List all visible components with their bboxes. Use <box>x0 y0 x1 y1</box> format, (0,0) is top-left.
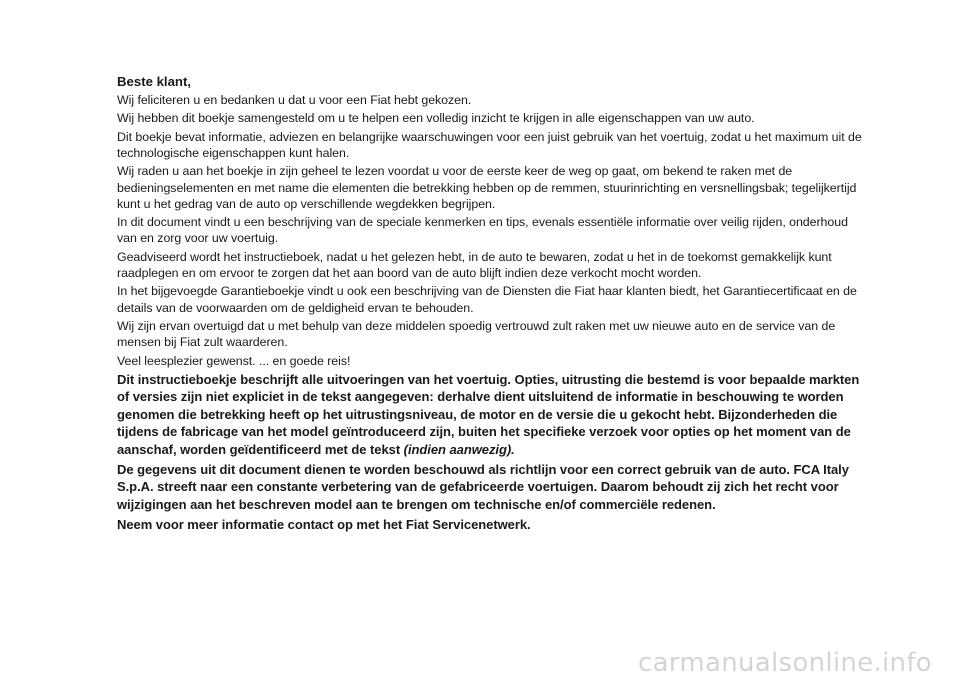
paragraph-purpose: Wij hebben dit boekje samengesteld om u te helpen een volledig inzicht te krijgen in alle eigenschappen van uw auto. <box>117 111 755 126</box>
watermark: carmanualsonline.info <box>637 648 932 678</box>
paragraph-storage-advice: Geadviseerd wordt het instructieboek, nadat u het gelezen hebt, in de auto te bewaren, zodat u het in de toekomst gemakkelijk kunt raadplegen en om ervoor te zorgen dat het aan boord van de auto blijft indien deze verkocht mocht worden. <box>117 249 832 280</box>
notice-versions-text: Dit instructieboekje beschrijft alle uitvoeringen van het voertuig. Opties, uitrusting die bestemd is voor bepaalde markten of versies zijn niet expliciet in de tekst aangegeven: derhalve dient uitsluitend de informatie in beschouwing te worden genomen die betrekking heeft op het uitrustingsniveau, de motor en de versie die u gekocht hebt. Bijzonderheden die tijdens de fabricage van het model geïntroduceerd zijn, buiten het specifieke verzoek voor opties op het moment van de aanschaf, worden geïdentificeerd met de tekst <box>117 371 860 457</box>
notice-data <box>117 461 862 513</box>
notice-contact <box>117 516 862 533</box>
paragraph-reading-advice: Wij raden u aan het boekje in zijn geheel te lezen voordat u voor de eerste keer de weg op gaat, om bekend te raken met de bedieningselementen en met name die elementen die betrekking hebben op de remmen, stuurinrichting en versnellingsbak; tegelijkertijd kunt u het gedrag van de auto op verschillende wegdekken begrijpen. <box>117 164 857 211</box>
paragraph-intro: Wij feliciteren u en bedanken u dat u voor een Fiat hebt gekozen. <box>117 93 472 107</box>
paragraph-confidence: Wij zijn ervan overtuigd dat u met behulp van deze middelen spoedig vertrouwd zult raken met uw nieuwe auto en de service van de mensen bij Fiat zult waarderen. <box>117 318 836 350</box>
greeting: Beste klant, <box>117 74 192 89</box>
paragraph-warranty: In het bijgevoegde Garantieboekje vindt u ook een beschrijving van de Diensten die Fiat haar klanten biedt, het Garantiecertificaat en de details van de voorwaarden om de geldigheid ervan te behouden. <box>117 284 857 315</box>
notice-versions-italic: (indien aanwezig). <box>403 441 515 457</box>
notice-contact-text: Neem voor meer informatie contact op met het Fiat Servicenetwerk. <box>117 517 531 533</box>
paragraph-content: Dit boekje bevat informatie, adviezen en belangrijke waarschuwingen voor een juist gebruik van het voertuig, zodat u het maximum uit de technologische eigenschappen kunt halen. <box>117 129 862 160</box>
notice-versions <box>117 371 862 458</box>
paragraph-closing: Veel leesplezier gewenst. ... en goede reis! <box>117 353 351 368</box>
document-page <box>117 73 862 537</box>
paragraph-document-info: In dit document vindt u een beschrijving van de speciale kenmerken en tips, evenals essentiële informatie over veilig rijden, onderhoud van en zorg voor uw voertuig. <box>117 215 848 246</box>
notice-data-text: De gegevens uit dit document dienen te worden beschouwd als richtlijn voor een correct gebruik van de auto. FCA Italy S.p.A. streeft naar een constante verbetering van de gefabriceerde voertuigen. Daarom behoudt zij zich het recht voor wijzigingen aan het beschreven model aan te brengen om technische en/of commerciële redenen. <box>117 461 849 512</box>
